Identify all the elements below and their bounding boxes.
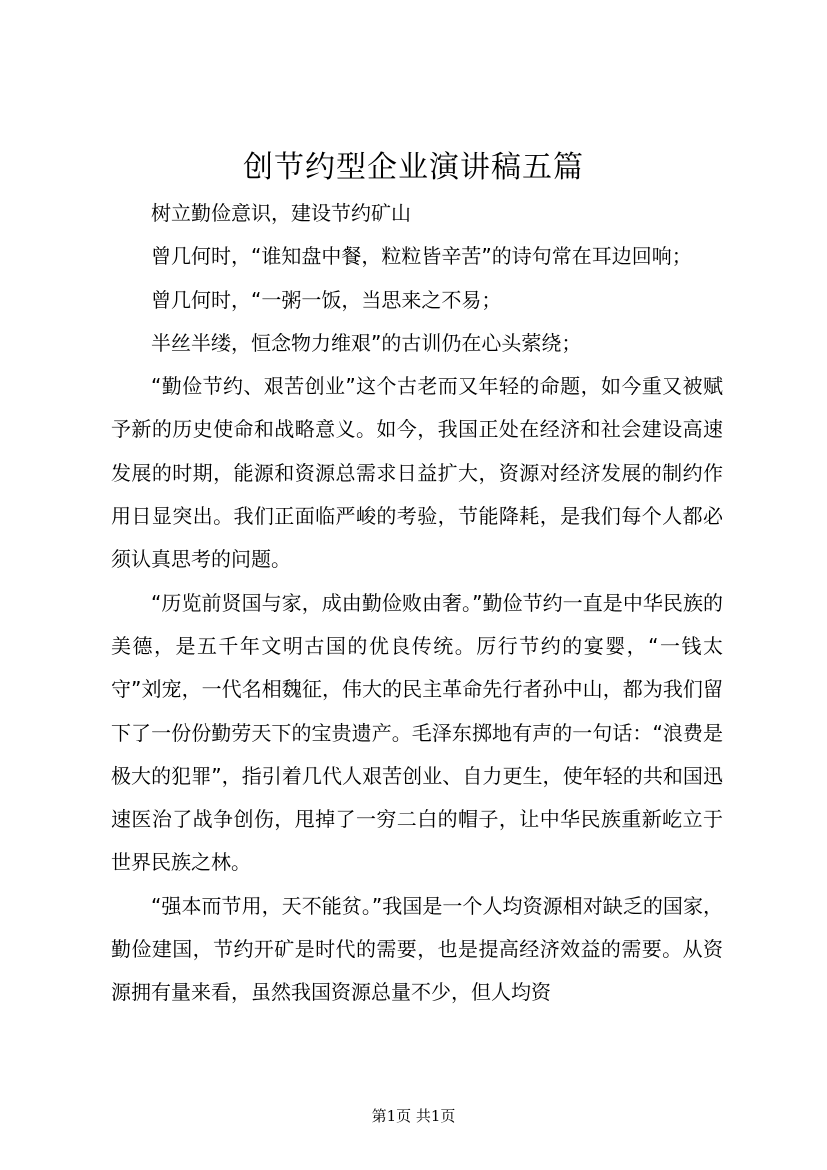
page-number-footer: 第1页 共1页 [371,1107,456,1125]
paragraph: 曾几何时，“一粥一饭，当思来之不易； [151,287,502,312]
paragraph: “勤俭节约、艰苦创业”这个古老而又年轻的命题，如今重又被赋予新的历史使命和战略意义。如今，我国正处在经济和社会建设高速发展的时期，能源和资源总需求日益扩大，资源对经济发展的制约作用日显突出。我们正面临严峻的考验，节能降耗，是我们每个人都必须认真思考的问题。 [111,374,723,572]
paragraph: “历览前贤国与家，成由勤俭败由奢。”勤俭节约一直是中华民族的美德，是五千年文明古国的优良传统。厉行节约的宴婴，“一钱太守”刘宠，一代名相魏征，伟大的民主革命先行者孙中山，都为我们留下了一份份勤劳天下的宝贵遗产。毛泽东掷地有声的一句话：“浪费是极大的犯罪”，指引着几代人艰苦创业、自力更生，使年轻的共和国迅速医治了战争创伤，甩掉了一穷二白的帽子，让中华民族重新屹立于世界民族之林。 [111,590,723,875]
document-title: 创节约型企业演讲稿五篇 [243,150,584,185]
document-body [111,192,723,1015]
paragraph: 曾几何时，“谁知盘中餐，粒粒皆辛苦”的诗句常在耳边回响； [151,244,692,269]
paragraph: “强本而节用，天不能贫。”我国是一个人均资源相对缺乏的国家，勤俭建国，节约开矿是时代的需要，也是提高经济效益的需要。从资源拥有量来看，虽然我国资源总量不少，但人均资 [111,893,723,1005]
paragraph-subtitle: 树立勤俭意识，建设节约矿山 [151,201,411,225]
paragraph: 半丝半缕，恒念物力维艰”的古训仍在心头萦绕； [151,330,582,355]
